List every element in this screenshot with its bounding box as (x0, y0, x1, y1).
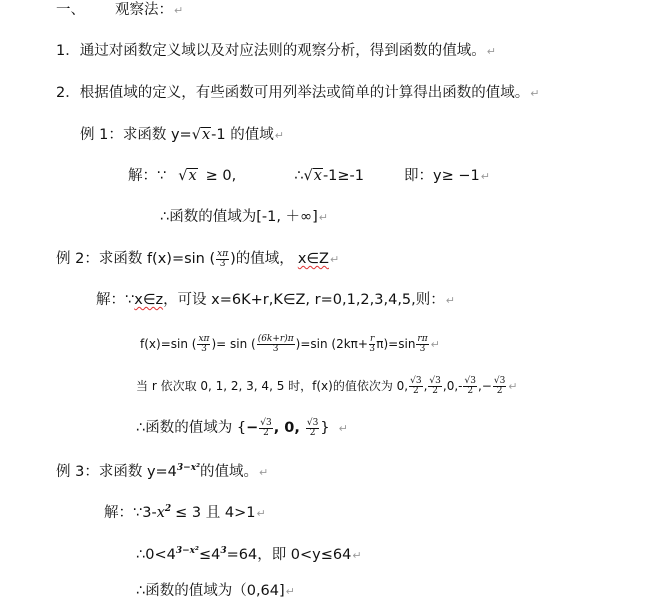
paragraph-mark: ↵ (486, 45, 496, 58)
frac-num: √3 (429, 376, 441, 386)
frac-den: 3 (201, 344, 207, 354)
frac-num: rπ (417, 334, 428, 344)
frac-den: 2 (412, 386, 419, 396)
fraction (463, 377, 476, 396)
example-1-solution (128, 166, 490, 187)
ex3-step-c: =64，即 0<y≤64 (226, 547, 352, 563)
frac-num: √3 (410, 376, 422, 386)
ex1-sol-ie: 即：y≥ −1 (404, 168, 480, 184)
range-neg: − (246, 420, 259, 436)
ex2-sol-rest: ，可设 x=6K+r,K∈Z, r=0,1,2,3,4,5,则： (163, 292, 445, 308)
ex3-sol-x: x (156, 505, 165, 521)
paragraph-mark: ↵ (329, 253, 340, 266)
ex2-prefix: 例 2：求函数 f(x)=sin ( (56, 251, 216, 267)
point-2-text: 2．根据值域的定义，有些函数可用列举法或简单的计算得出函数的值域。 (56, 85, 530, 101)
ex3-exponent: 3−x² (176, 463, 201, 473)
fraction (306, 419, 319, 438)
point-2 (56, 83, 539, 104)
ex2-suffix: )的值域， (230, 251, 294, 267)
paragraph-mark: ↵ (174, 4, 184, 17)
example-2-values (136, 376, 518, 397)
vals-sep: ,0,- (442, 379, 463, 393)
ex1-sol-ge0: ≥ 0, (205, 168, 237, 184)
ex3-range-text: ∴函数的值域为（0,64] (136, 583, 285, 599)
paragraph-mark: ↵ (430, 338, 440, 351)
heading-number: 一、 (56, 2, 85, 18)
ex2-range-text: ∴函数的值域为 { (136, 420, 247, 436)
frac-den: 3 (419, 344, 426, 354)
ex1-suffix: -1 的值域 (211, 127, 274, 143)
frac-den: 2 (263, 427, 269, 438)
sqrt-expression: √x (303, 168, 322, 184)
frac-den: 2 (432, 386, 438, 396)
paragraph-mark: ↵ (256, 507, 266, 520)
vals-sep: , (423, 379, 428, 393)
ex3-sol-label: 解：∵3- (104, 505, 157, 521)
calc-a: f(x)=sin ( (140, 337, 197, 351)
calc-c: )=sin (2kπ+ (295, 337, 368, 351)
example-1-title (80, 125, 284, 146)
ex3-suffix: 的值域。 (200, 464, 259, 480)
vals-text: 当 r 依次取 0, 1, 2, 3, 4, 5 时，f(x)的值依次为 0, (136, 379, 409, 393)
ex3-sol-rest: ≤ 3 且 4>1 (175, 505, 256, 521)
ex3-step-exponent2: 3 (220, 546, 227, 556)
paragraph-mark: ↵ (338, 422, 348, 435)
fraction (409, 377, 422, 396)
paragraph-mark: ↵ (352, 549, 362, 562)
fraction (369, 335, 375, 354)
frac-num: √3 (306, 417, 319, 428)
fraction (416, 335, 428, 354)
ex1-prefix: 例 1：求函数 y= (80, 127, 192, 143)
example-3-solution (104, 499, 266, 524)
point-1-text: 1．通过对函数定义域以及对应法则的观察分析，得到函数的值域。 (56, 43, 486, 59)
fraction (428, 377, 441, 396)
vals-sep: , (477, 379, 482, 393)
frac-num: √3 (260, 417, 272, 428)
range-close: } (320, 420, 330, 436)
fraction (259, 419, 272, 438)
paragraph-mark: ↵ (445, 294, 455, 307)
frac-den: 2 (309, 427, 316, 438)
ex1-sol-ge1: -1≥-1 (322, 168, 365, 184)
paragraph-mark: ↵ (318, 211, 329, 224)
example-3-title (56, 458, 268, 483)
sqrt-expression: √x (191, 127, 211, 143)
frac-den: 2 (496, 386, 503, 396)
paragraph-mark: ↵ (274, 129, 284, 142)
frac-num: xπ (217, 248, 229, 259)
sqrt-expression: √x (178, 168, 197, 184)
example-1-range (160, 207, 328, 228)
ex3-step-a: ∴0<4 (136, 547, 176, 563)
range-mid: , 0, (273, 420, 305, 436)
ex2-cond: x∈Z (297, 251, 329, 267)
fraction (197, 335, 210, 354)
example-2-solution (96, 290, 455, 311)
frac-num: xπ (198, 334, 210, 344)
ex2-sol-label: 解：∵ (96, 292, 135, 308)
calc-d: π)=sin (376, 337, 416, 351)
example-3-step (136, 541, 362, 566)
section-heading (56, 0, 183, 21)
ex3-prefix: 例 3：求函数 y=4 (56, 464, 177, 480)
calc-b: )= sin ( (211, 337, 256, 351)
ex1-sol-label: 解：∵ (128, 168, 167, 184)
paragraph-mark: ↵ (285, 585, 295, 598)
frac-den: 2 (467, 386, 474, 396)
ex1-radicand: x (201, 127, 211, 143)
ex1-sol-therefore: ∴ (294, 168, 304, 184)
vals-neg: − (481, 379, 492, 393)
ex1-sol-radicand2: x (313, 168, 322, 184)
paragraph-mark: ↵ (480, 170, 490, 183)
example-2-title (56, 249, 339, 270)
frac-den: 3 (219, 258, 226, 269)
frac-num: r (369, 334, 375, 344)
frac-den: 3 (272, 344, 279, 354)
example-2-calc (140, 334, 440, 355)
paragraph-mark: ↵ (259, 466, 269, 479)
fraction (216, 250, 229, 269)
frac-num: √3 (493, 376, 506, 386)
paragraph-mark: ↵ (530, 87, 540, 100)
fraction (493, 377, 506, 396)
ex2-sol-cond: x∈z (134, 292, 164, 308)
example-3-range (136, 581, 295, 602)
paragraph-mark: ↵ (508, 380, 518, 393)
ex1-sol-radicand: x (188, 168, 197, 184)
heading-title: 观察法： (115, 2, 173, 18)
example-2-range (136, 418, 348, 439)
ex1-range-text: ∴函数的值域为[-1, ＋∞] (160, 209, 318, 225)
ex3-step-b: ≤4 (198, 547, 221, 563)
ex3-sol-square: 2 (164, 504, 172, 514)
fraction (257, 335, 295, 354)
point-1 (56, 41, 496, 62)
frac-den: 3 (369, 344, 375, 354)
frac-num: (6k+r)π (257, 334, 294, 344)
frac-num: √3 (464, 376, 476, 386)
ex3-step-exponent: 3−x² (175, 546, 199, 556)
